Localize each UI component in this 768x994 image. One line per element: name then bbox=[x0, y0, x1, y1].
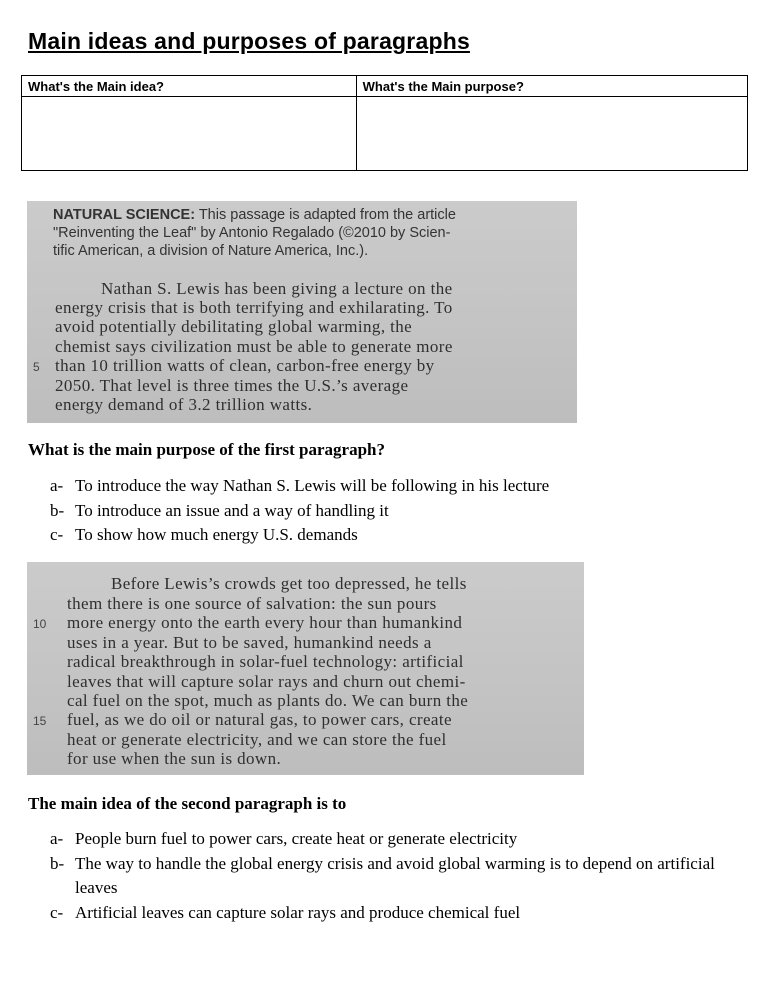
passage-1-line: Nathan S. Lewis has been giving a lecture on the bbox=[101, 279, 453, 298]
passage-1-category: NATURAL SCIENCE: bbox=[53, 207, 196, 223]
passage-1-line: energy demand of 3.2 trillion watts. bbox=[55, 395, 313, 414]
passage-1-source-line: NATURAL SCIENCE: This passage is adapted from the article bbox=[53, 207, 456, 223]
passage-1-line: chemist says civilization must be able to generate more bbox=[55, 337, 453, 356]
passage-1-line: avoid potentially debilitating global warming, the bbox=[55, 317, 413, 336]
question-1: What is the main purpose of the first paragraph? bbox=[28, 440, 386, 459]
passage-1-line: 2050. That level is three times the U.S.’s average bbox=[55, 376, 409, 395]
passage-2-line: fuel, as we do oil or natural gas, to power cars, create bbox=[67, 710, 452, 729]
question-2-options bbox=[50, 827, 750, 925]
option-c[interactable]: c- To show how much energy U.S. demands bbox=[50, 525, 358, 544]
option-c[interactable]: c- Artificial leaves can capture solar rays and produce chemical fuel bbox=[50, 902, 521, 922]
option-a[interactable]: a- People burn fuel to power cars, create heat or generate electricity bbox=[50, 829, 518, 848]
passage-2-line: leaves that will capture solar rays and churn out chemi- bbox=[67, 672, 466, 691]
main-purpose-header: What's the Main purpose? bbox=[356, 76, 747, 97]
main-idea-answer-cell[interactable] bbox=[22, 97, 357, 171]
passage-2-line: Before Lewis’s crowds get too depressed, he tells bbox=[111, 574, 467, 593]
passage-2-line: them there is one source of salvation: the sun pours bbox=[67, 594, 437, 613]
answer-table bbox=[21, 75, 748, 171]
passage-2-line: heat or generate electricity, and we can store the fuel bbox=[67, 730, 447, 749]
passage-1-line: energy crisis that is both terrifying and exhilarating. To bbox=[55, 298, 453, 317]
main-purpose-answer-cell[interactable] bbox=[356, 97, 747, 171]
passage-1-image bbox=[27, 201, 577, 423]
option-b[interactable]: b- To introduce an issue and a way of handling it bbox=[50, 500, 389, 520]
question-1-options bbox=[50, 474, 750, 548]
passage-2-line: cal fuel on the spot, much as plants do. We can burn the bbox=[67, 691, 469, 710]
passage-1-source-line: "Reinventing the Leaf" by Antonio Regalado (©2010 by Scien- bbox=[53, 225, 451, 241]
passage-1-source-line: tific American, a division of Nature America, Inc.). bbox=[53, 243, 369, 259]
passage-2-line: uses in a year. But to be saved, humankind needs a bbox=[67, 633, 432, 652]
question-2: The main idea of the second paragraph is to bbox=[28, 794, 347, 813]
option-a[interactable]: a- To introduce the way Nathan S. Lewis will be following in his lecture bbox=[50, 476, 550, 495]
passage-1-line-number: 5 bbox=[33, 360, 40, 374]
passage-2-line: for use when the sun is down. bbox=[67, 749, 282, 768]
passage-2-line-number: 15 bbox=[33, 714, 47, 728]
passage-2-line: radical breakthrough in solar-fuel technology: artificial bbox=[67, 652, 464, 671]
main-idea-header: What's the Main idea? bbox=[22, 76, 357, 97]
option-b[interactable]: b- The way to handle the global energy crisis and avoid global warming is to depend on artificial leaves bbox=[50, 853, 715, 897]
passage-2-line: more energy onto the earth every hour than humankind bbox=[67, 613, 463, 632]
passage-2-line-number: 10 bbox=[33, 617, 47, 631]
passage-2-image bbox=[27, 562, 584, 775]
page-title: Main ideas and purposes of paragraphs bbox=[28, 28, 470, 54]
passage-1-line: than 10 trillion watts of clean, carbon-free energy by bbox=[55, 356, 435, 375]
